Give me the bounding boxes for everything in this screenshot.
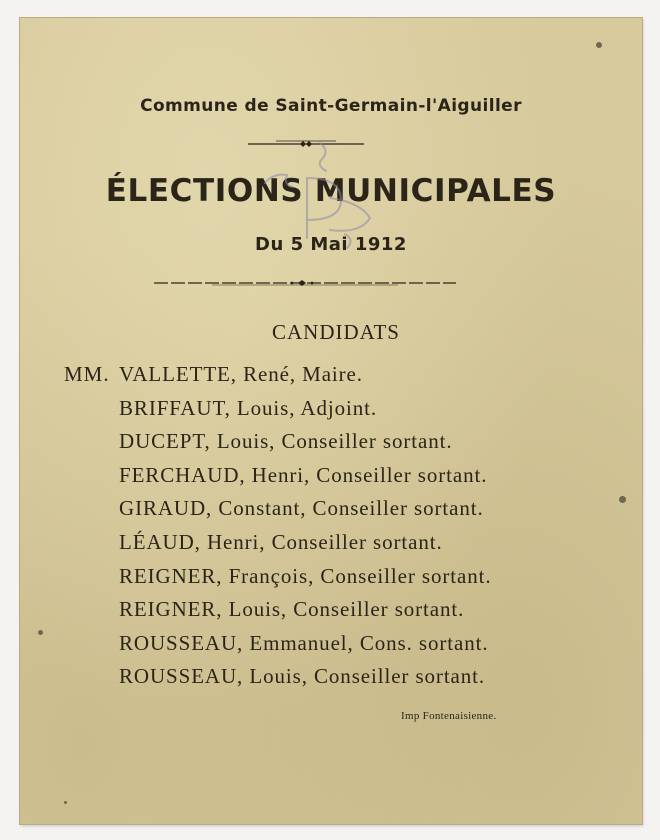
candidate-entry: VALLETTE, René, Maire.: [119, 362, 363, 386]
ballot-sheet: [20, 18, 642, 824]
candidate-entry: ROUSSEAU, Louis, Conseiller sortant.: [119, 664, 486, 689]
election-date: Du 5 Mai 1912: [255, 234, 407, 255]
honorific-prefix: MM.: [64, 362, 110, 386]
candidates-heading: CANDIDATS: [271, 320, 400, 344]
printer-imprint: Imp Fontenaisienne.: [401, 710, 497, 722]
ornament-bottom-divider: [152, 276, 458, 290]
commune-name: Commune de Saint-Germain-l'Aiguiller: [140, 96, 522, 116]
candidate-entry: ROUSSEAU, Emmanuel, Cons. sortant.: [119, 630, 489, 655]
document-title: ÉLECTIONS MUNICIPALES: [105, 173, 557, 209]
candidate-entry: DUCEPT, Louis, Conseiller sortant.: [119, 429, 453, 454]
candidate-entry: REIGNER, Louis, Conseiller sortant.: [119, 597, 465, 622]
candidate-list: [119, 358, 492, 694]
candidate-entry: BRIFFAUT, Louis, Adjoint.: [119, 395, 378, 420]
paper-speck: [38, 630, 43, 635]
paper-speck: [64, 801, 67, 804]
paper-speck: [619, 496, 626, 503]
candidate-entry: GIRAUD, Constant, Conseiller sortant.: [119, 496, 484, 521]
candidate-entry: REIGNER, François, Conseiller sortant.: [119, 563, 492, 588]
paper-speck: [596, 42, 602, 48]
candidate-entry: LÉAUD, Henri, Conseiller sortant.: [119, 529, 443, 554]
candidate-entry: FERCHAUD, Henri, Conseiller sortant.: [119, 462, 488, 487]
ornament-top-divider: [246, 136, 366, 150]
